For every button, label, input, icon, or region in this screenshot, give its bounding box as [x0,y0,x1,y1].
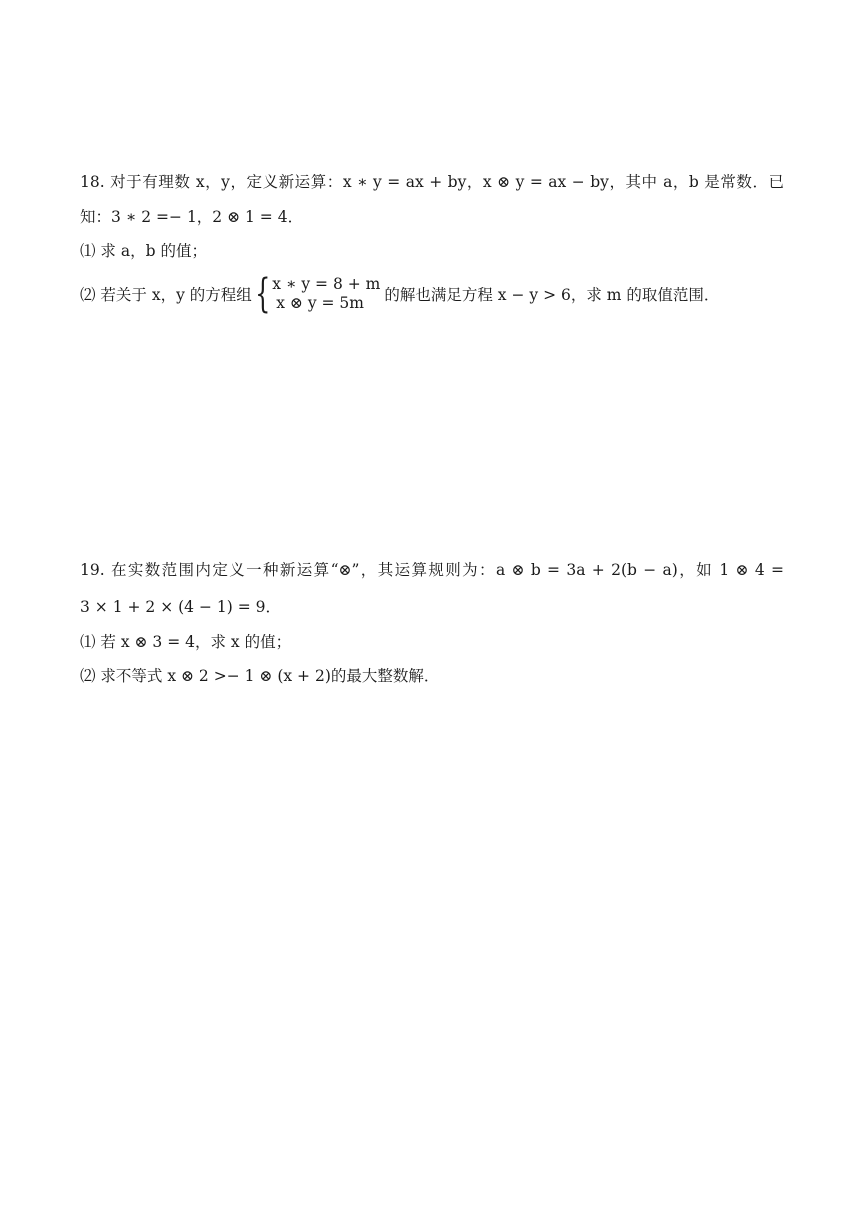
equation-1: x ∗ y = 8 + m [272,275,381,293]
q19-stem-line-1: 19. 在实数范围内定义一种新运算“⊗”，其运算规则为：a ⊗ b = 3a + 2(b − a)，如 1 ⊗ 4 = [80,561,784,579]
q18-stem-line-1: 18. 对于有理数 x，y，定义新运算：x ∗ y = ax + by，x ⊗ y = ax − by，其中 a，b 是常数．已 [80,173,784,191]
q19-stem-line-2: 3 × 1 + 2 × (4 − 1) = 9． [80,598,281,616]
q18-part-2-prefix: ⑵ 若关于 x，y 的方程组 [80,286,252,304]
q18-stem-line-2: 知：3 ∗ 2 =− 1，2 ⊗ 1 = 4． [80,208,304,226]
q19-part-1: ⑴ 若 x ⊗ 3 = 4，求 x 的值； [80,633,292,651]
q18-part-2-suffix: 的解也满足方程 x − y > 6，求 m 的取值范围． [384,286,720,304]
q18-part-2 [80,271,720,317]
equation-system [272,275,380,313]
equation-2: x ⊗ y = 5m [276,294,364,312]
equation-system-brace: { [254,271,271,317]
q18-part-1: ⑴ 求 a，b 的值； [80,242,207,260]
q19-part-2: ⑵ 求不等式 x ⊗ 2 >− 1 ⊗ (x + 2)的最大整数解． [80,667,440,685]
